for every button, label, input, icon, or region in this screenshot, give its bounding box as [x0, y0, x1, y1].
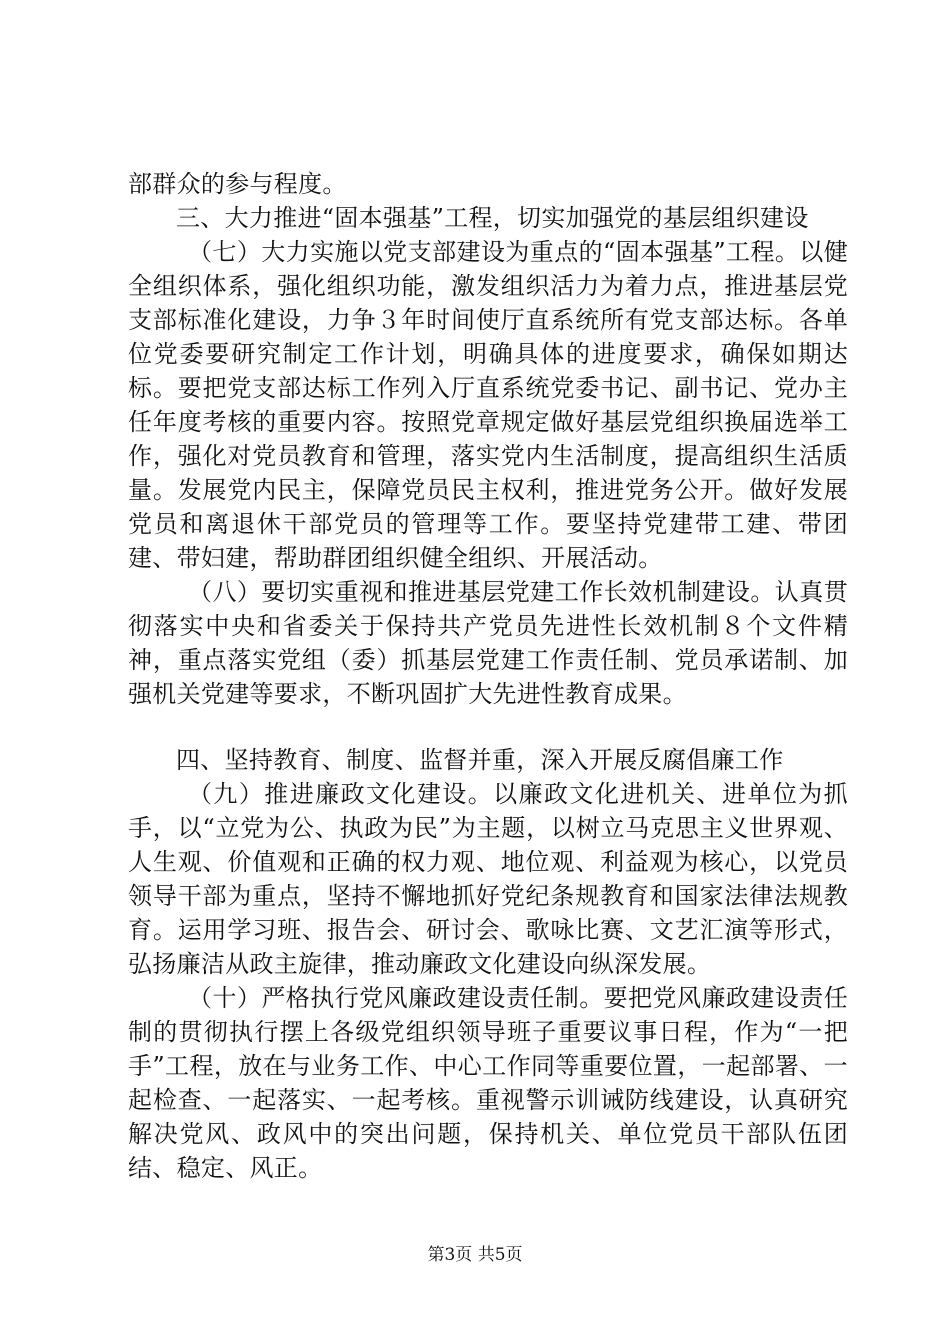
- section-heading-3: 三、大力推进“固本强基”工程，切实加强党的基层组织建设: [176, 204, 809, 232]
- paragraph-item-7: （七）大力实施以党支部建设为重点的“固本强基”工程。以健全组织体系，强化组织功能，激发组织活力为着力点，推进基层党支部标准化建设，力争３年时间使厅直系统所有党支部达标。各单位党委要研究制定工作计划，明确具体的进度要求，确保如期达标。要把党支部达标工作列入厅直系统党委书记、副书记、党办主任年度考核的重要内容。按照党章规定做好基层党组织换届选举工作，强化对党员教育和管理，落实党内生活制度，提高组织生活质量。发展党内民主，保障党员民主权利，推进党务公开。做好发展党员和离退休干部党员的管理等工作。要坚持党建带工建、带团建、带妇建，帮助群团组织健全组织、开展活动。: [128, 238, 848, 572]
- paragraph-item-10: （十）严格执行党风廉政建设责任制。要把党风廉政建设责任制的贯彻执行摆上各级党组织领导班子重要议事日程，作为“一把手”工程，放在与业务工作、中心工作同等重要位置，一起部署、一起检查、一起落实、一起考核。重视警示训诫防线建设，认真研究解决党风、政风中的突出问题，保持机关、单位党员干部队伍团结、稳定、风正。: [128, 984, 848, 1182]
- paragraph-item-8: （八）要切实重视和推进基层党建工作长效机制建设。认真贯彻落实中央和省委关于保持共产党员先进性长效机制８个文件精神，重点落实党组（委）抓基层党建工作责任制、党员承诺制、加强机关党建等要求，不断巩固扩大先进性教育成果。: [128, 578, 848, 708]
- document-body: [128, 167, 848, 1185]
- section-heading-4: 四、坚持教育、制度、监督并重，深入开展反腐倡廉工作: [176, 746, 784, 774]
- paragraph-item-9: （九）推进廉政文化建设。以廉政文化进机关、进单位为抓手，以“立党为公、执政为民”为主题，以树立马克思主义世界观、人生观、价值观和正确的权力观、地位观、利益观为核心，以党员领导干部为重点，坚持不懈地抓好党纪条规教育和国家法律法规教育。运用学习班、报告会、研讨会、歌咏比赛、文艺汇演等形式，弘扬廉洁从政主旋律，推动廉政文化建设向纵深发展。: [128, 780, 848, 978]
- paragraph-continuation: 部群众的参与程度。: [128, 170, 347, 198]
- page-footer: 第3页 共5页: [427, 1245, 523, 1265]
- paragraph-spacer: [128, 711, 848, 743]
